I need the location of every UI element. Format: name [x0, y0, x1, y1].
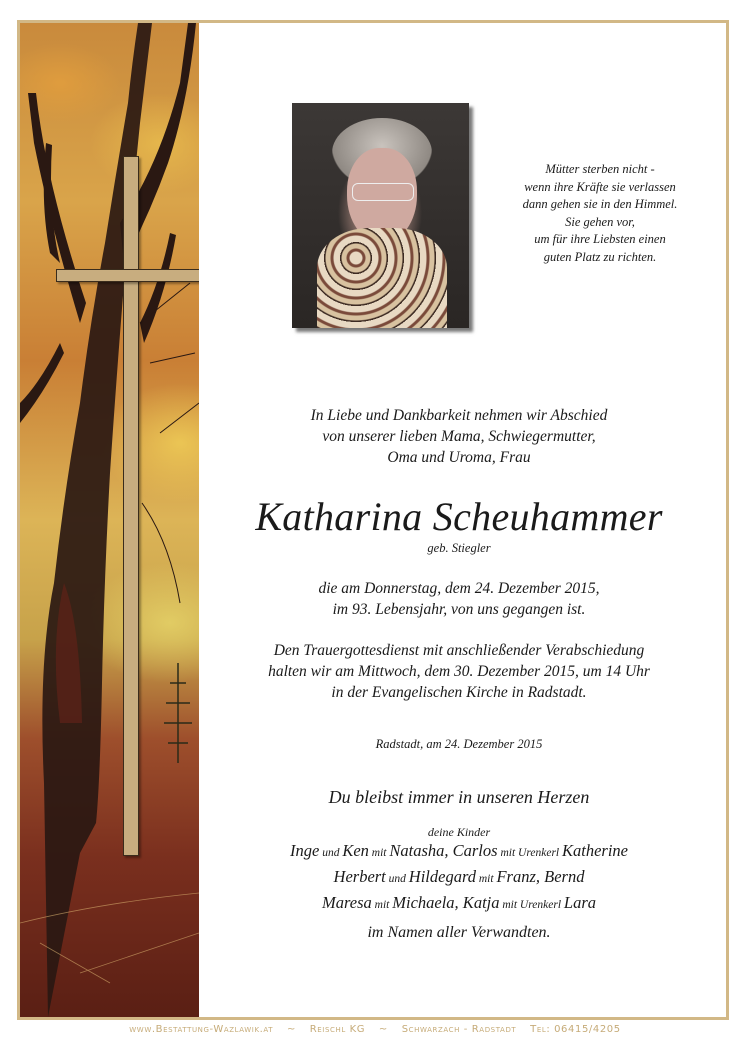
forest-image [20, 23, 199, 1017]
memorial-motto: Du bleibst immer in unseren Herzen [328, 787, 590, 807]
tree-silhouette-icon [20, 23, 199, 1017]
mourners-row [214, 891, 704, 917]
connector-word: und [385, 873, 409, 885]
connector-word: und [319, 847, 343, 859]
footer-separator: ~ [378, 1024, 388, 1035]
funeral-service-info [214, 640, 704, 703]
funeral-home-footer [0, 1024, 750, 1035]
closing-line: im Namen aller Verwandten. [367, 924, 551, 941]
mourner-name: Natasha, Carlos [389, 841, 498, 860]
mourner-name: Maresa [321, 893, 372, 912]
mourner-name: Lara [563, 893, 597, 912]
connector-word: mit Urenkerl [497, 847, 562, 859]
quote-line: Sie gehen vor, [565, 214, 635, 229]
footer-separator: ~ [286, 1024, 296, 1035]
mourner-name: Michaela, Katja [392, 893, 500, 912]
death-line: im 93. Lebensjahr, von uns gegangen ist. [332, 601, 586, 618]
service-line: in der Evangelischen Kirche in Radstadt. [331, 684, 587, 701]
mourner-name: Katherine [562, 841, 628, 860]
intro-line: Oma und Uroma, Frau [387, 449, 531, 466]
service-line: Den Trauergottesdienst mit anschließender Verabschiedung [273, 642, 645, 659]
mourners-row [214, 839, 704, 865]
mourner-name: Ken [342, 841, 369, 860]
connector-word: mit [476, 873, 497, 885]
mourner-name: Franz, Bernd [496, 867, 585, 886]
memorial-quote [480, 161, 720, 266]
quote-line: wenn ihre Kräfte sie verlassen [524, 179, 676, 194]
mourner-name: Hildegard [408, 867, 476, 886]
mourners-list [214, 839, 704, 917]
death-notice [214, 578, 704, 620]
footer-company: Reischl KG [309, 1024, 366, 1035]
quote-line: Mütter sterben nicht - [545, 162, 655, 176]
connector-word: mit [368, 847, 390, 859]
quote-line: guten Platz zu richten. [543, 249, 657, 264]
footer-website: www.Bestattung-Wazlawik.at [129, 1024, 274, 1035]
portrait-scarf [317, 228, 447, 328]
quote-line: um für ihre Liebsten einen [534, 232, 666, 246]
mourners-row [214, 865, 704, 891]
mourners-label: deine Kinder [427, 825, 491, 839]
portrait-photo [292, 103, 469, 328]
connector-word: mit [371, 899, 393, 911]
mourner-name: Herbert [333, 867, 386, 886]
portrait-glasses-icon [352, 183, 414, 201]
deceased-name: Katharina Scheuhammer [255, 494, 663, 539]
cross-horizontal-beam [56, 269, 199, 282]
intro-line: In Liebe und Dankbarkeit nehmen wir Abschied [310, 407, 608, 424]
death-line: die am Donnerstag, dem 24. Dezember 2015, [318, 580, 600, 597]
maiden-name: geb. Stiegler [427, 541, 491, 555]
mourner-name: Inge [290, 841, 320, 860]
intro-text [214, 405, 704, 468]
place-and-date: Radstadt, am 24. Dezember 2015 [375, 737, 543, 751]
cross-vertical-beam [123, 156, 139, 856]
service-line: halten wir am Mittwoch, dem 30. Dezember 2015, um 14 Uhr [268, 663, 650, 680]
footer-phone: Tel: 06415/4205 [530, 1024, 621, 1035]
footer-locations: Schwarzach - Radstadt [401, 1024, 517, 1035]
quote-line: dann gehen sie in den Himmel. [522, 197, 678, 211]
connector-word: mit Urenkerl [499, 899, 564, 911]
intro-line: von unserer lieben Mama, Schwiegermutter, [322, 428, 596, 445]
